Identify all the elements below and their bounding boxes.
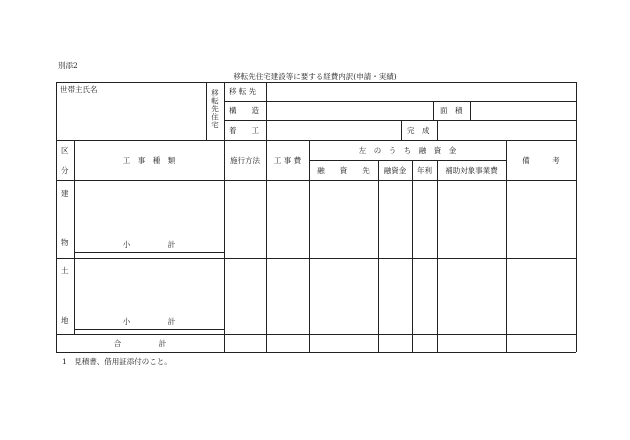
- building-label-bottom: 物: [61, 238, 69, 247]
- completion-field[interactable]: [438, 121, 575, 139]
- subsidy-cost-header: 補助対象事業費: [445, 166, 498, 175]
- document-title: 移転先住宅建設等に要する経費内訳(申請・実績): [233, 72, 397, 81]
- structure-label: 構 造: [229, 106, 259, 115]
- lender-header: 融 資 先: [317, 166, 370, 175]
- attachment-label: 別添2: [58, 61, 78, 70]
- relocation-house-label: 移転先住宅: [210, 89, 220, 129]
- land-label-bottom: 地: [61, 316, 69, 325]
- floor-area-label: 面 積: [440, 106, 463, 115]
- remarks-header: 備 考: [522, 156, 560, 165]
- household-head-field[interactable]: [57, 96, 205, 139]
- start-work-label: 着 工: [229, 126, 259, 135]
- floor-area-field[interactable]: [471, 102, 575, 119]
- building-label-top: 建: [61, 189, 69, 198]
- grand-total-label: 合 計: [113, 339, 167, 348]
- completion-label: 完 成: [407, 126, 430, 135]
- financing-group-header: 左 の う ち 融 資 金: [358, 146, 457, 155]
- building-subtotal-label: 小 計: [122, 240, 176, 249]
- land-subtotal-label: 小 計: [122, 317, 176, 326]
- construction-cost-header: 工 事 費: [273, 156, 302, 165]
- category-label-bottom: 分: [61, 166, 69, 175]
- household-head-label: 世帯主氏名: [60, 85, 98, 94]
- loan-amount-header: 融資金: [383, 166, 407, 175]
- relocation-place-label: 移 転 先: [229, 87, 257, 96]
- work-type-header: 工 事 種 類: [122, 156, 176, 165]
- category-label-top: 区: [61, 146, 69, 155]
- annual-rate-header: 年利: [417, 166, 432, 175]
- relocation-place-field[interactable]: [267, 83, 575, 100]
- structure-field[interactable]: [267, 102, 432, 119]
- construction-method-header: 施行方法: [230, 156, 260, 165]
- start-work-field[interactable]: [267, 121, 400, 139]
- land-label-top: 土: [61, 266, 69, 275]
- attachment-note: 1 見積書、借用証添付のこと。: [62, 357, 172, 366]
